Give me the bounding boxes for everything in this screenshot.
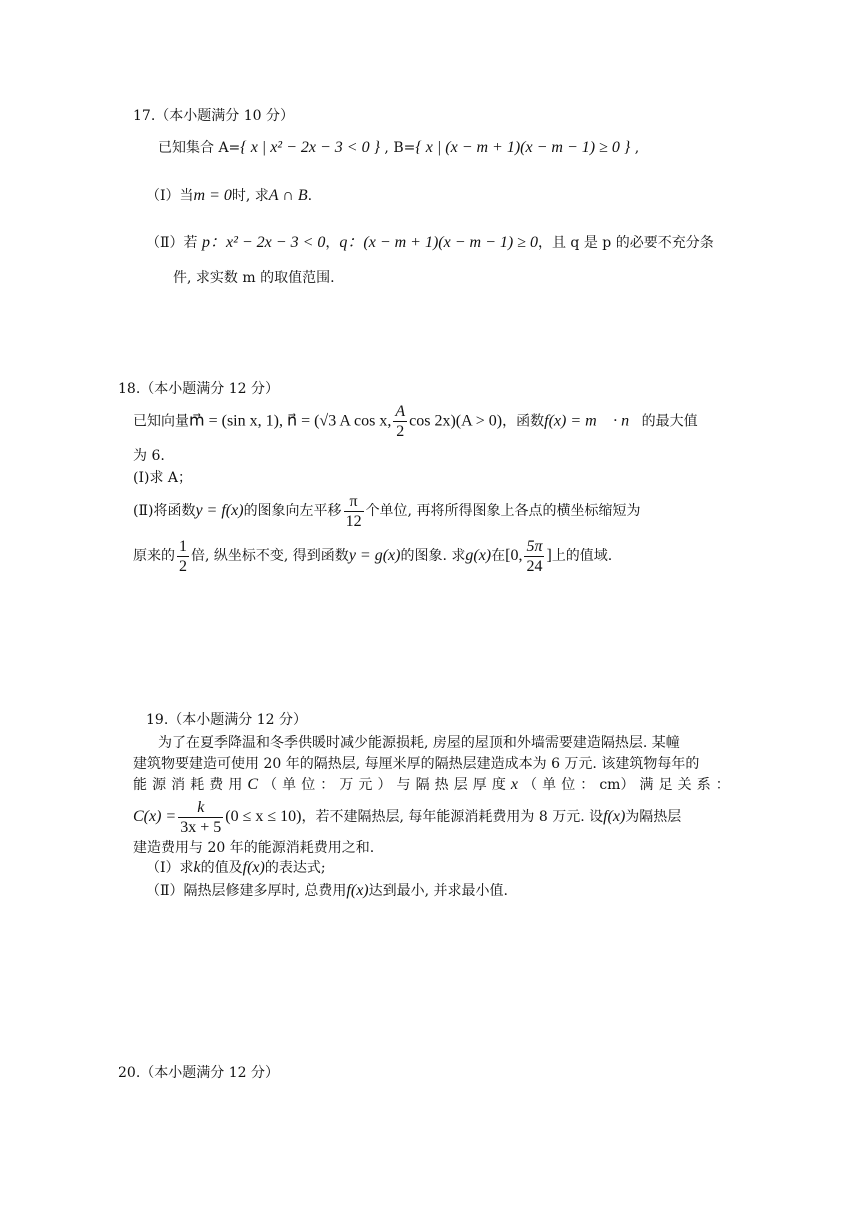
q18-line1-end: 的最大值 [641, 413, 698, 430]
q19-line3-char: 耗 [190, 777, 205, 793]
q19-line3-char: 与 [396, 777, 411, 793]
q18-frac-pi12-num: π [344, 492, 364, 512]
q18-frac-5pi24-num: 5π [526, 537, 543, 555]
q18-part2-d: 原来的 [133, 548, 175, 564]
q18-vectors: m⃗ = (sin x, 1), n⃗ = (√3 A cos x, [189, 412, 392, 430]
q19-line3-char: 位 [561, 777, 576, 793]
q18-frac-a2-num: A [395, 403, 406, 420]
q18-part2-h: 上的值域. [551, 548, 613, 564]
q19-line3-char: 隔 [415, 777, 430, 793]
q19-line3-char: 单 [542, 777, 557, 793]
q18-frac-a2 [393, 402, 407, 441]
q19-para-line5: 建造费用与 20 年的能源消耗费用之和. [133, 840, 375, 856]
q19-line3-char: 满 [639, 777, 654, 793]
q18-frac-half-den: 2 [179, 557, 187, 575]
q17-header: 17.（本小题满分 10 分） [133, 108, 294, 124]
q18-line1 [133, 402, 698, 441]
q19-line3-char: cm） [599, 777, 635, 793]
q19-line3-char: 厚 [472, 777, 487, 793]
q18-frac-5pi24-den: 24 [526, 557, 543, 575]
q18-part2-fx: y = f(x) [195, 502, 244, 519]
q18-frac-pi12 [344, 492, 364, 531]
q19-line3-char: ： [715, 777, 730, 793]
q19-line3-char: 单 [282, 777, 297, 793]
q17-given-suffix: , [630, 140, 640, 156]
q17-part2-p: p： [201, 234, 226, 251]
q17-part1-label: （Ⅰ）当 [146, 188, 194, 204]
q17-sep: , B= [379, 140, 416, 156]
q18-frac-a2-den: 2 [396, 423, 405, 440]
q19-part1-c: 的表达式; [264, 860, 326, 876]
q18-part1: (Ⅰ)求 A； [133, 470, 193, 486]
q17-given [158, 138, 639, 158]
q17-part2-comma: ， [325, 235, 340, 251]
q18-interval-close: ] [546, 547, 552, 564]
q17-part2-q: q： [339, 234, 364, 251]
q19-part1-fx: f(x) [242, 859, 265, 876]
q19-line3-char: （ [263, 777, 278, 793]
q19-line3-char: x [510, 776, 519, 793]
q19-line3-char: ： [580, 777, 595, 793]
q19-line3-char: 用 [228, 777, 243, 793]
q18-part2-c: 个单位, 再将所得图象上各点的横坐标缩短为 [365, 503, 641, 519]
q17-part1-expr: A ∩ B [268, 187, 308, 204]
q19-line3-char: 位 [301, 777, 316, 793]
q19-line3-char: 层 [453, 777, 468, 793]
q18-part2-line2 [133, 536, 612, 576]
q19-formula-line [133, 796, 681, 838]
q19-line3-char: 费 [209, 777, 224, 793]
q19-para-line3 [133, 775, 730, 795]
q18-part2-gx: y = g(x) [348, 547, 401, 564]
q18-line1-prefix: 已知向量 [133, 413, 189, 430]
q19-para-line4-fx: f(x) [603, 808, 626, 825]
q19-line3-char: ： [320, 777, 335, 793]
q17-set-a: { x | x² − 2x − 3 < 0 } [240, 139, 380, 156]
q18-line1-mid: ，函数 [502, 413, 545, 430]
q19-para-line2: 建筑物要建造可使用 20 年的隔热层, 每厘米厚的隔热层建造成本为 6 万元. 该建筑物每年的 [133, 756, 700, 772]
q19-line3-char: 关 [677, 777, 692, 793]
q19-part1-k: k [193, 859, 201, 876]
q18-interval-open: [0, [505, 547, 523, 564]
q19-part1-b: 的值及 [200, 860, 243, 876]
q17-part1-end: . [307, 188, 313, 204]
q18-part2-e: 倍, 纵坐标不变, 得到函数 [191, 548, 349, 564]
q19-part2-a: （Ⅱ）隔热层修建多厚时, 总费用 [146, 883, 347, 899]
q19-part1 [146, 858, 326, 878]
q19-line3-char: 源 [152, 777, 167, 793]
q18-part2-b: 的图象向左平移 [243, 503, 342, 519]
q19-part2 [146, 881, 508, 901]
q19-line3-char: 消 [171, 777, 186, 793]
q18-vectors-2: cos 2x)(A > 0) [409, 412, 503, 430]
q19-line3-char: C [247, 776, 259, 793]
q17-part2-tail: ，且 q 是 p 的必要不充分条 [537, 235, 714, 251]
q17-part2-pexpr: x² − 2x − 3 < 0 [225, 234, 326, 251]
q19-line3-char: 度 [491, 777, 506, 793]
q19-line3-char: 足 [658, 777, 673, 793]
q19-part2-fx: f(x) [346, 882, 369, 899]
q19-formula-domain: (0 ≤ x ≤ 10) [225, 808, 302, 825]
q19-line3-char: 系 [696, 777, 711, 793]
q19-line3-char: 万 [339, 777, 354, 793]
q19-header: 19.（本小题满分 12 分） [146, 712, 307, 728]
q18-frac-pi12-den: 12 [345, 512, 362, 530]
q19-line3-char: ） [377, 777, 392, 793]
q17-part2-line2: 件, 求实数 m 的取值范围. [173, 270, 335, 286]
q17-given-prefix: 已知集合 A= [158, 140, 241, 156]
q19-para-line4-tail: ，若不建隔热层, 每年能源消耗费用为 8 万元. 设 [301, 809, 604, 825]
q17-set-b: { x | (x − m + 1)(x − m − 1) ≥ 0 } [415, 139, 631, 156]
q19-formula-frac [178, 798, 223, 837]
q17-part2-line1 [146, 233, 714, 253]
q17-part1-cond: m = 0 [193, 187, 232, 204]
q18-frac-half-num: 1 [179, 537, 187, 555]
q17-part2-qexpr: (x − m + 1)(x − m − 1) ≥ 0 [363, 234, 538, 251]
q18-part2-g: 在 [491, 548, 506, 564]
q19-formula-den: 3x + 5 [180, 818, 222, 836]
q18-frac-half [177, 537, 189, 576]
q17-part1-mid: 时, 求 [231, 188, 269, 204]
q17-part2-label: （Ⅱ）若 [146, 235, 198, 251]
q20-header: 20.（本小题满分 12 分） [118, 1065, 279, 1081]
q18-part2-a: (Ⅱ)将函数 [133, 503, 196, 519]
q17-part1 [146, 186, 312, 206]
q18-part2-line1 [133, 491, 640, 531]
q19-line3-char: 热 [434, 777, 449, 793]
q19-line3-char: （ [523, 777, 538, 793]
q19-part2-b: 达到最小, 并求最小值. [368, 883, 508, 899]
q19-formula-num: k [178, 798, 223, 818]
q19-part1-a: （Ⅰ）求 [146, 860, 194, 876]
q18-part2-gx2: g(x) [465, 547, 492, 564]
q18-line2: 为 6. [133, 448, 165, 464]
q19-line3-char: 能 [133, 777, 147, 793]
q18-part2-f: 的图象. 求 [400, 548, 466, 564]
q19-para-line4-end: 为隔热层 [625, 809, 682, 825]
q19-para-line1: 为了在夏季降温和冬季供暖时减少能源损耗, 房屋的屋顶和外墙需要建造隔热层. 某幢 [158, 735, 680, 751]
q19-formula-lhs: C(x) = [133, 808, 177, 825]
q18-frac-5pi24 [524, 537, 544, 576]
q18-header: 18.（本小题满分 12 分） [118, 381, 279, 397]
q19-line3-char: 元 [358, 777, 373, 793]
q18-line1-fx: f(x) = m⃗ · n⃗ [544, 412, 642, 430]
